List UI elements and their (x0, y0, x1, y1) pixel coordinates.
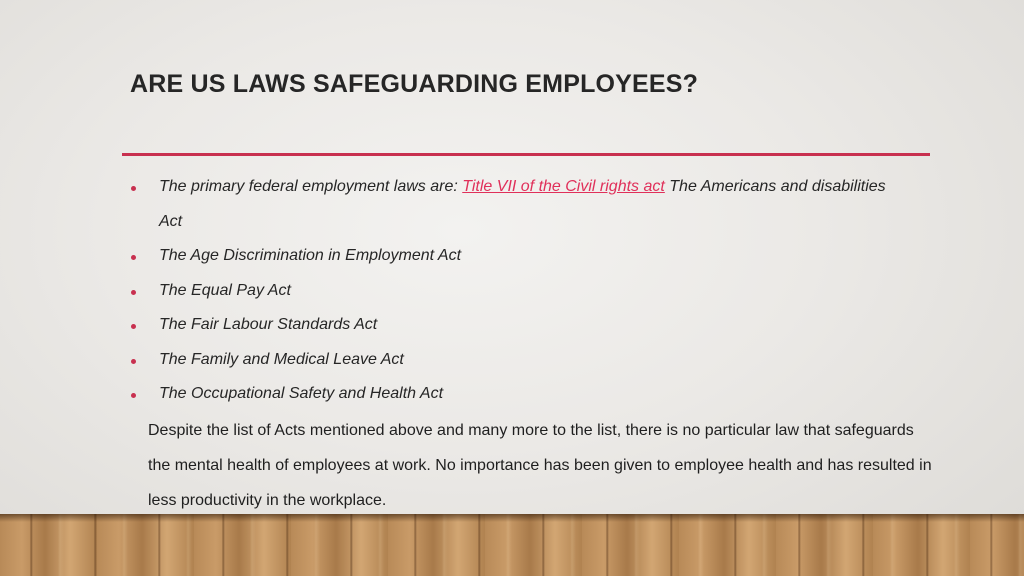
title-divider (122, 153, 930, 156)
bullet-text: The Age Discrimination in Employment Act (159, 247, 462, 264)
bullet-dot-icon (131, 255, 136, 260)
bullet-item-occupational-safety (131, 377, 911, 412)
wood-floor-decoration (0, 514, 1024, 576)
bullet-list (131, 170, 911, 412)
bullet-dot-icon (131, 186, 136, 191)
bullet-item-family-medical-leave (131, 343, 911, 378)
bullet-text-suffix: The Americans and disabilities Act (159, 178, 886, 230)
bullet-dot-icon (131, 393, 136, 398)
bullet-text: The Fair Labour Standards Act (159, 316, 378, 333)
slide-title: ARE US LAWS SAFEGUARDING EMPLOYEES? (130, 70, 699, 98)
title-vii-link[interactable]: Title VII of the Civil rights act (462, 178, 665, 195)
bullet-text-prefix: The primary federal employment laws are: (159, 178, 463, 195)
summary-paragraph: Despite the list of Acts mentioned above and many more to the list, there is no particular law that safeguards the mental health of employees at work. No importance has been given to employee health and has resulted in less productivity in the workplace. (148, 422, 932, 509)
bullet-item-age-discrimination (131, 239, 911, 274)
bullet-item-primary-laws (131, 170, 911, 239)
bullet-dot-icon (131, 324, 136, 329)
bullet-dot-icon (131, 359, 136, 364)
bullet-text: The Family and Medical Leave Act (159, 350, 404, 368)
bullet-item-equal-pay (131, 274, 911, 309)
floor-shadow (0, 514, 1024, 522)
bullet-text: The Occupational Safety and Health Act (159, 385, 444, 402)
bullet-text: The Equal Pay Act (159, 281, 291, 299)
bullet-item-fair-labour (131, 308, 911, 343)
bullet-dot-icon (131, 290, 136, 295)
